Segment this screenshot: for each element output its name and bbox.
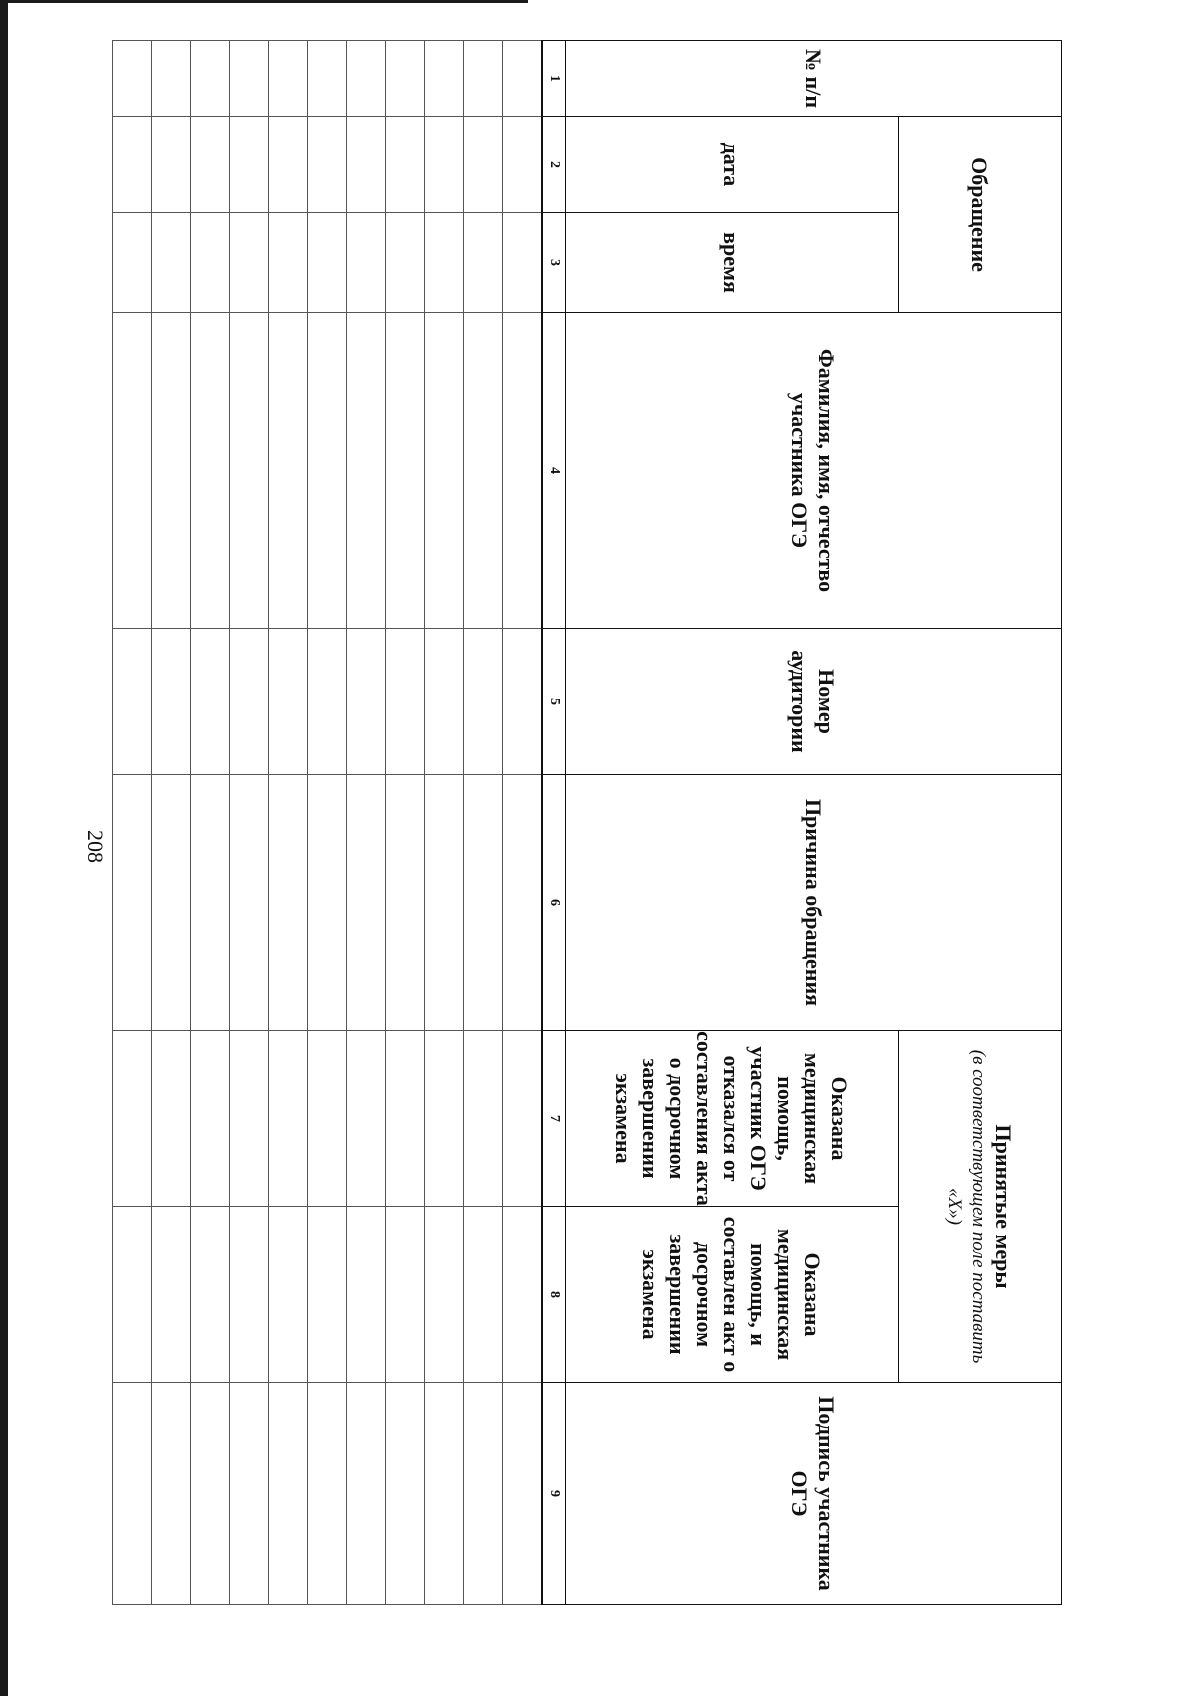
table-cell[interactable] bbox=[425, 629, 464, 775]
table-cell[interactable] bbox=[386, 41, 425, 117]
table-cell[interactable] bbox=[230, 313, 269, 629]
column-number: 4 bbox=[542, 313, 566, 629]
table-cell[interactable] bbox=[113, 775, 152, 1031]
column-number: 2 bbox=[542, 117, 566, 213]
table-row bbox=[425, 41, 464, 1605]
table-cell[interactable] bbox=[191, 313, 230, 629]
table-cell[interactable] bbox=[503, 213, 543, 313]
table-cell[interactable] bbox=[425, 1031, 464, 1207]
table-cell[interactable] bbox=[425, 313, 464, 629]
header-measures-title: Принятые меры bbox=[991, 1124, 1017, 1289]
table-row bbox=[464, 41, 503, 1605]
table-cell[interactable] bbox=[152, 775, 191, 1031]
column-number: 5 bbox=[542, 629, 566, 775]
table-cell[interactable] bbox=[191, 775, 230, 1031]
table-cell[interactable] bbox=[230, 1383, 269, 1605]
column-number: 7 bbox=[542, 1031, 566, 1207]
table-cell[interactable] bbox=[464, 117, 503, 213]
table-cell[interactable] bbox=[503, 629, 543, 775]
table-cell[interactable] bbox=[308, 629, 347, 775]
table-row bbox=[113, 41, 152, 1605]
table-cell[interactable] bbox=[230, 775, 269, 1031]
table-cell[interactable] bbox=[152, 117, 191, 213]
table-cell[interactable] bbox=[425, 41, 464, 117]
table-cell[interactable] bbox=[308, 313, 347, 629]
table-cell[interactable] bbox=[230, 1207, 269, 1383]
table-row bbox=[152, 41, 191, 1605]
page-number: 208 bbox=[83, 830, 108, 863]
table-cell[interactable] bbox=[503, 775, 543, 1031]
table-cell[interactable] bbox=[152, 41, 191, 117]
table-cell[interactable] bbox=[308, 117, 347, 213]
table-cell[interactable] bbox=[464, 629, 503, 775]
table-cell[interactable] bbox=[464, 1207, 503, 1383]
table-cell[interactable] bbox=[230, 117, 269, 213]
table-cell[interactable] bbox=[347, 1383, 386, 1605]
table-cell[interactable] bbox=[464, 213, 503, 313]
table-cell[interactable] bbox=[308, 213, 347, 313]
table-cell[interactable] bbox=[191, 41, 230, 117]
table-cell[interactable] bbox=[308, 1031, 347, 1207]
header-measure-act: Оказана медицинская помощь, и составлен акт о досрочном завершении экзамена bbox=[566, 1207, 899, 1383]
table-row bbox=[269, 41, 308, 1605]
table-row bbox=[503, 41, 543, 1605]
header-measure-refused: Оказана медицинская помощь, участник ОГЭ отказался от составления акта о досрочном завершении экзамена bbox=[566, 1031, 899, 1207]
table-cell[interactable] bbox=[152, 213, 191, 313]
table-cell[interactable] bbox=[269, 1207, 308, 1383]
table-cell[interactable] bbox=[308, 775, 347, 1031]
table-cell[interactable] bbox=[269, 1031, 308, 1207]
table-cell[interactable] bbox=[347, 775, 386, 1031]
column-number: 8 bbox=[542, 1207, 566, 1383]
table-cell[interactable] bbox=[191, 117, 230, 213]
table-cell[interactable] bbox=[113, 1207, 152, 1383]
table-cell[interactable] bbox=[308, 1207, 347, 1383]
table-cell[interactable] bbox=[386, 313, 425, 629]
medical-assistance-journal-table bbox=[112, 40, 1062, 1605]
table-cell[interactable] bbox=[503, 1383, 543, 1605]
table-cell[interactable] bbox=[503, 1031, 543, 1207]
table-cell[interactable] bbox=[113, 629, 152, 775]
table-cell[interactable] bbox=[386, 1383, 425, 1605]
header-time: время bbox=[566, 213, 899, 313]
table-cell[interactable] bbox=[230, 629, 269, 775]
scan-edge-top bbox=[8, 0, 528, 3]
table-cell[interactable] bbox=[347, 629, 386, 775]
table-cell[interactable] bbox=[230, 213, 269, 313]
table-row bbox=[191, 41, 230, 1605]
table-cell[interactable] bbox=[191, 1207, 230, 1383]
table-cell[interactable] bbox=[425, 213, 464, 313]
table-cell[interactable] bbox=[152, 629, 191, 775]
table-cell[interactable] bbox=[347, 213, 386, 313]
header-date: дата bbox=[566, 117, 899, 213]
table-cell[interactable] bbox=[113, 41, 152, 117]
table-cell[interactable] bbox=[113, 1383, 152, 1605]
table-cell[interactable] bbox=[347, 1031, 386, 1207]
table-cell[interactable] bbox=[269, 117, 308, 213]
table-cell[interactable] bbox=[191, 1383, 230, 1605]
header-measures bbox=[899, 1031, 1062, 1383]
header-fio: Фамилия, имя, отчество участника ОГЭ bbox=[566, 313, 1062, 629]
table-body bbox=[113, 41, 543, 1605]
header-appeal: Обращение bbox=[899, 117, 1062, 313]
table-cell[interactable] bbox=[269, 629, 308, 775]
table-cell[interactable] bbox=[347, 117, 386, 213]
rotated-page bbox=[146, 40, 1062, 1604]
table-cell[interactable] bbox=[113, 1031, 152, 1207]
table-cell[interactable] bbox=[308, 41, 347, 117]
table-cell[interactable] bbox=[386, 775, 425, 1031]
table-row bbox=[347, 41, 386, 1605]
table-cell[interactable] bbox=[386, 1031, 425, 1207]
table-cell[interactable] bbox=[347, 313, 386, 629]
table-cell[interactable] bbox=[464, 313, 503, 629]
column-number-row bbox=[542, 41, 566, 1605]
table-cell[interactable] bbox=[386, 1207, 425, 1383]
column-number: 9 bbox=[542, 1383, 566, 1605]
table-cell[interactable] bbox=[269, 213, 308, 313]
table-row bbox=[308, 41, 347, 1605]
table-cell[interactable] bbox=[347, 1207, 386, 1383]
table-cell[interactable] bbox=[386, 629, 425, 775]
table-cell[interactable] bbox=[347, 41, 386, 117]
column-number: 6 bbox=[542, 775, 566, 1031]
table-cell[interactable] bbox=[191, 1031, 230, 1207]
table-cell[interactable] bbox=[113, 313, 152, 629]
table-cell[interactable] bbox=[308, 1383, 347, 1605]
table-row bbox=[386, 41, 425, 1605]
header-number: № п/п bbox=[566, 41, 1062, 117]
table-cell[interactable] bbox=[152, 1031, 191, 1207]
table-cell[interactable] bbox=[269, 41, 308, 117]
column-number: 1 bbox=[542, 41, 566, 117]
header-signature: Подпись участника ОГЭ bbox=[566, 1383, 1062, 1605]
table-cell[interactable] bbox=[113, 213, 152, 313]
table-cell[interactable] bbox=[152, 1207, 191, 1383]
table-cell[interactable] bbox=[191, 629, 230, 775]
table-cell[interactable] bbox=[230, 41, 269, 117]
table-row bbox=[230, 41, 269, 1605]
table-cell[interactable] bbox=[152, 313, 191, 629]
column-number: 3 bbox=[542, 213, 566, 313]
table-cell[interactable] bbox=[269, 1383, 308, 1605]
scan-edge-left bbox=[0, 0, 8, 1696]
table-cell[interactable] bbox=[230, 1031, 269, 1207]
table-cell[interactable] bbox=[425, 1383, 464, 1605]
table-cell[interactable] bbox=[464, 775, 503, 1031]
table-cell[interactable] bbox=[113, 117, 152, 213]
table-cell[interactable] bbox=[503, 313, 543, 629]
table-cell[interactable] bbox=[464, 1031, 503, 1207]
table-cell[interactable] bbox=[464, 41, 503, 117]
table-cell[interactable] bbox=[269, 313, 308, 629]
table-cell[interactable] bbox=[191, 213, 230, 313]
table-cell[interactable] bbox=[425, 1207, 464, 1383]
table-cell[interactable] bbox=[425, 775, 464, 1031]
table-cell[interactable] bbox=[386, 117, 425, 213]
table-cell[interactable] bbox=[152, 1383, 191, 1605]
table-cell[interactable] bbox=[503, 1207, 543, 1383]
table-cell[interactable] bbox=[503, 41, 543, 117]
table-cell[interactable] bbox=[503, 117, 543, 213]
header-reason: Причина обращения bbox=[566, 775, 1062, 1031]
table-cell[interactable] bbox=[269, 775, 308, 1031]
table-cell[interactable] bbox=[386, 213, 425, 313]
table-cell[interactable] bbox=[425, 117, 464, 213]
table-cell[interactable] bbox=[464, 1383, 503, 1605]
header-room: Номер аудитории bbox=[566, 629, 1062, 775]
header-measures-note: (в соответствующем поле поставить «Х») bbox=[944, 1049, 990, 1364]
